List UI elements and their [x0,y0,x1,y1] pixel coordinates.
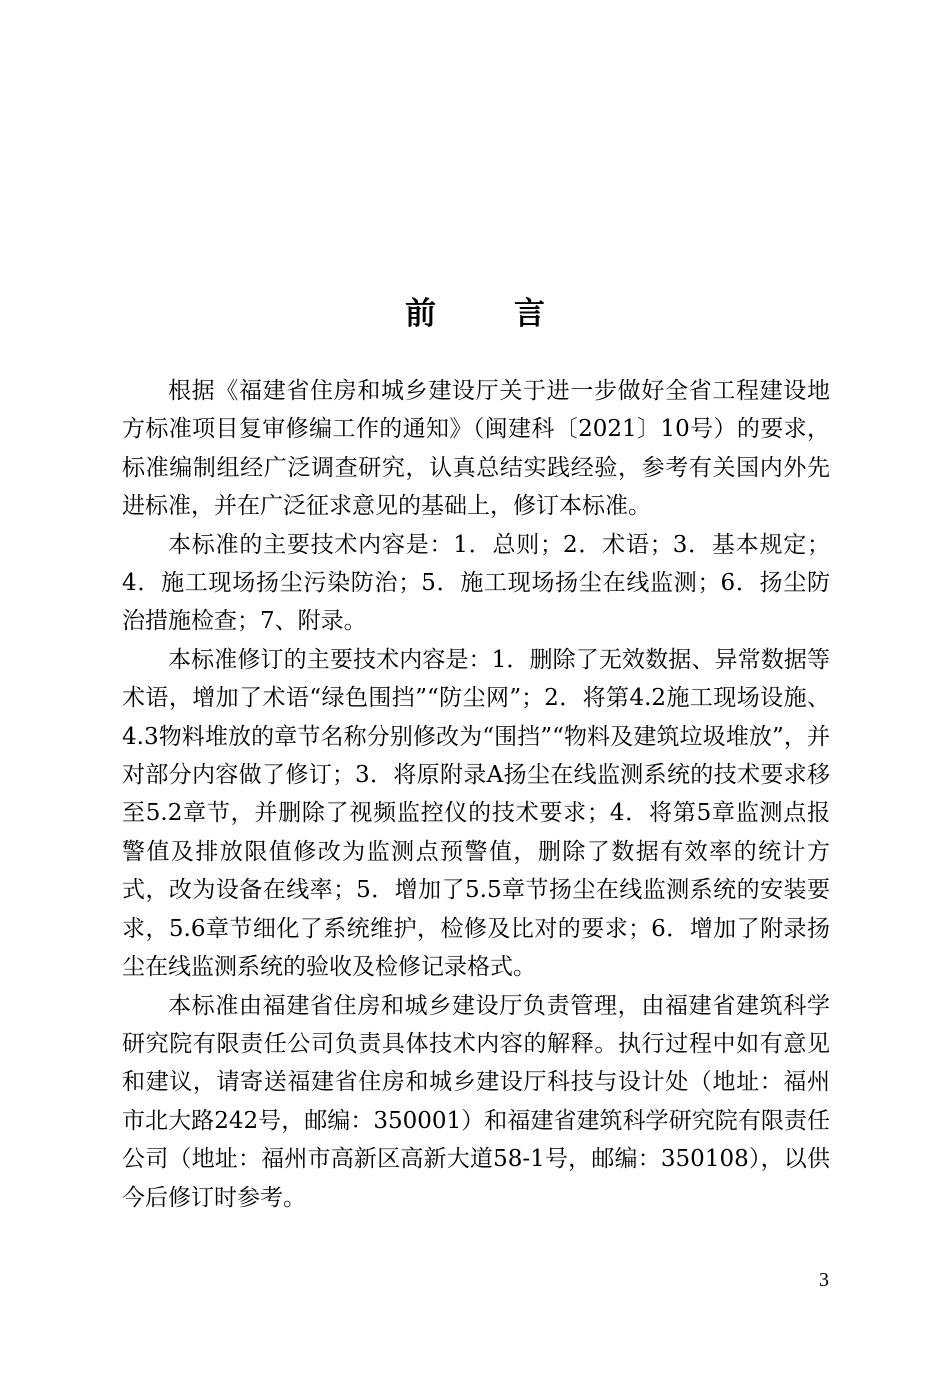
paragraph-revision-contents: 本标准修订的主要技术内容是：1．删除了无效数据、异常数据等术语，增加了术语“绿色围挡”“防尘网”；2．将第4.2施工现场设施、4.3物料堆放的章节名称分别修改为“围挡”“物料及建筑垃圾堆放”，并对部分内容做了修订；3．将原附录A扬尘在线监测系统的技术要求移至5.2章节，并删除了视频监控仪的技术要求；4．将第5章监测点报警值及排放限值修改为监测点预警值，删除了数据有效率的统计方式，改为设备在线率；5．增加了5.5章节扬尘在线监测系统的安装要求，5.6章节细化了系统维护，检修及比对的要求；6．增加了附录扬尘在线监测系统的验收及检修记录格式。 [122,646,830,981]
paragraph-management: 本标准由福建省住房和城乡建设厅负责管理，由福建省建筑科学研究院有限责任公司负责具体技术内容的解释。执行过程中如有意见和建议，请寄送福建省住房和城乡建设厅科技与设计处（地址：福州市北大路242号，邮编：350001）和福建省建筑科学研究院有限责任公司（地址：福州市高新区高新大道58-1号，邮编：350108），以供今后修订时参考。 [122,992,830,1211]
page-number: 3 [819,1269,829,1291]
paragraph-main-contents: 本标准的主要技术内容是：1．总则；2．术语；3．基本规定；4．施工现场扬尘污染防治；5．施工现场扬尘在线监测；6．扬尘防治措施检查；7、附录。 [122,531,830,635]
body-text [122,372,830,1217]
paragraph-basis: 根据《福建省住房和城乡建设厅关于进一步做好全省工程建设地方标准项目复审修编工作的通知》（闽建科〔2021〕10号）的要求，标准编制组经广泛调查研究，认真总结实践经验，参考有关国内外先进标准，并在广泛征求意见的基础上，修订本标准。 [122,378,830,520]
page-title: 前言 [405,295,623,332]
